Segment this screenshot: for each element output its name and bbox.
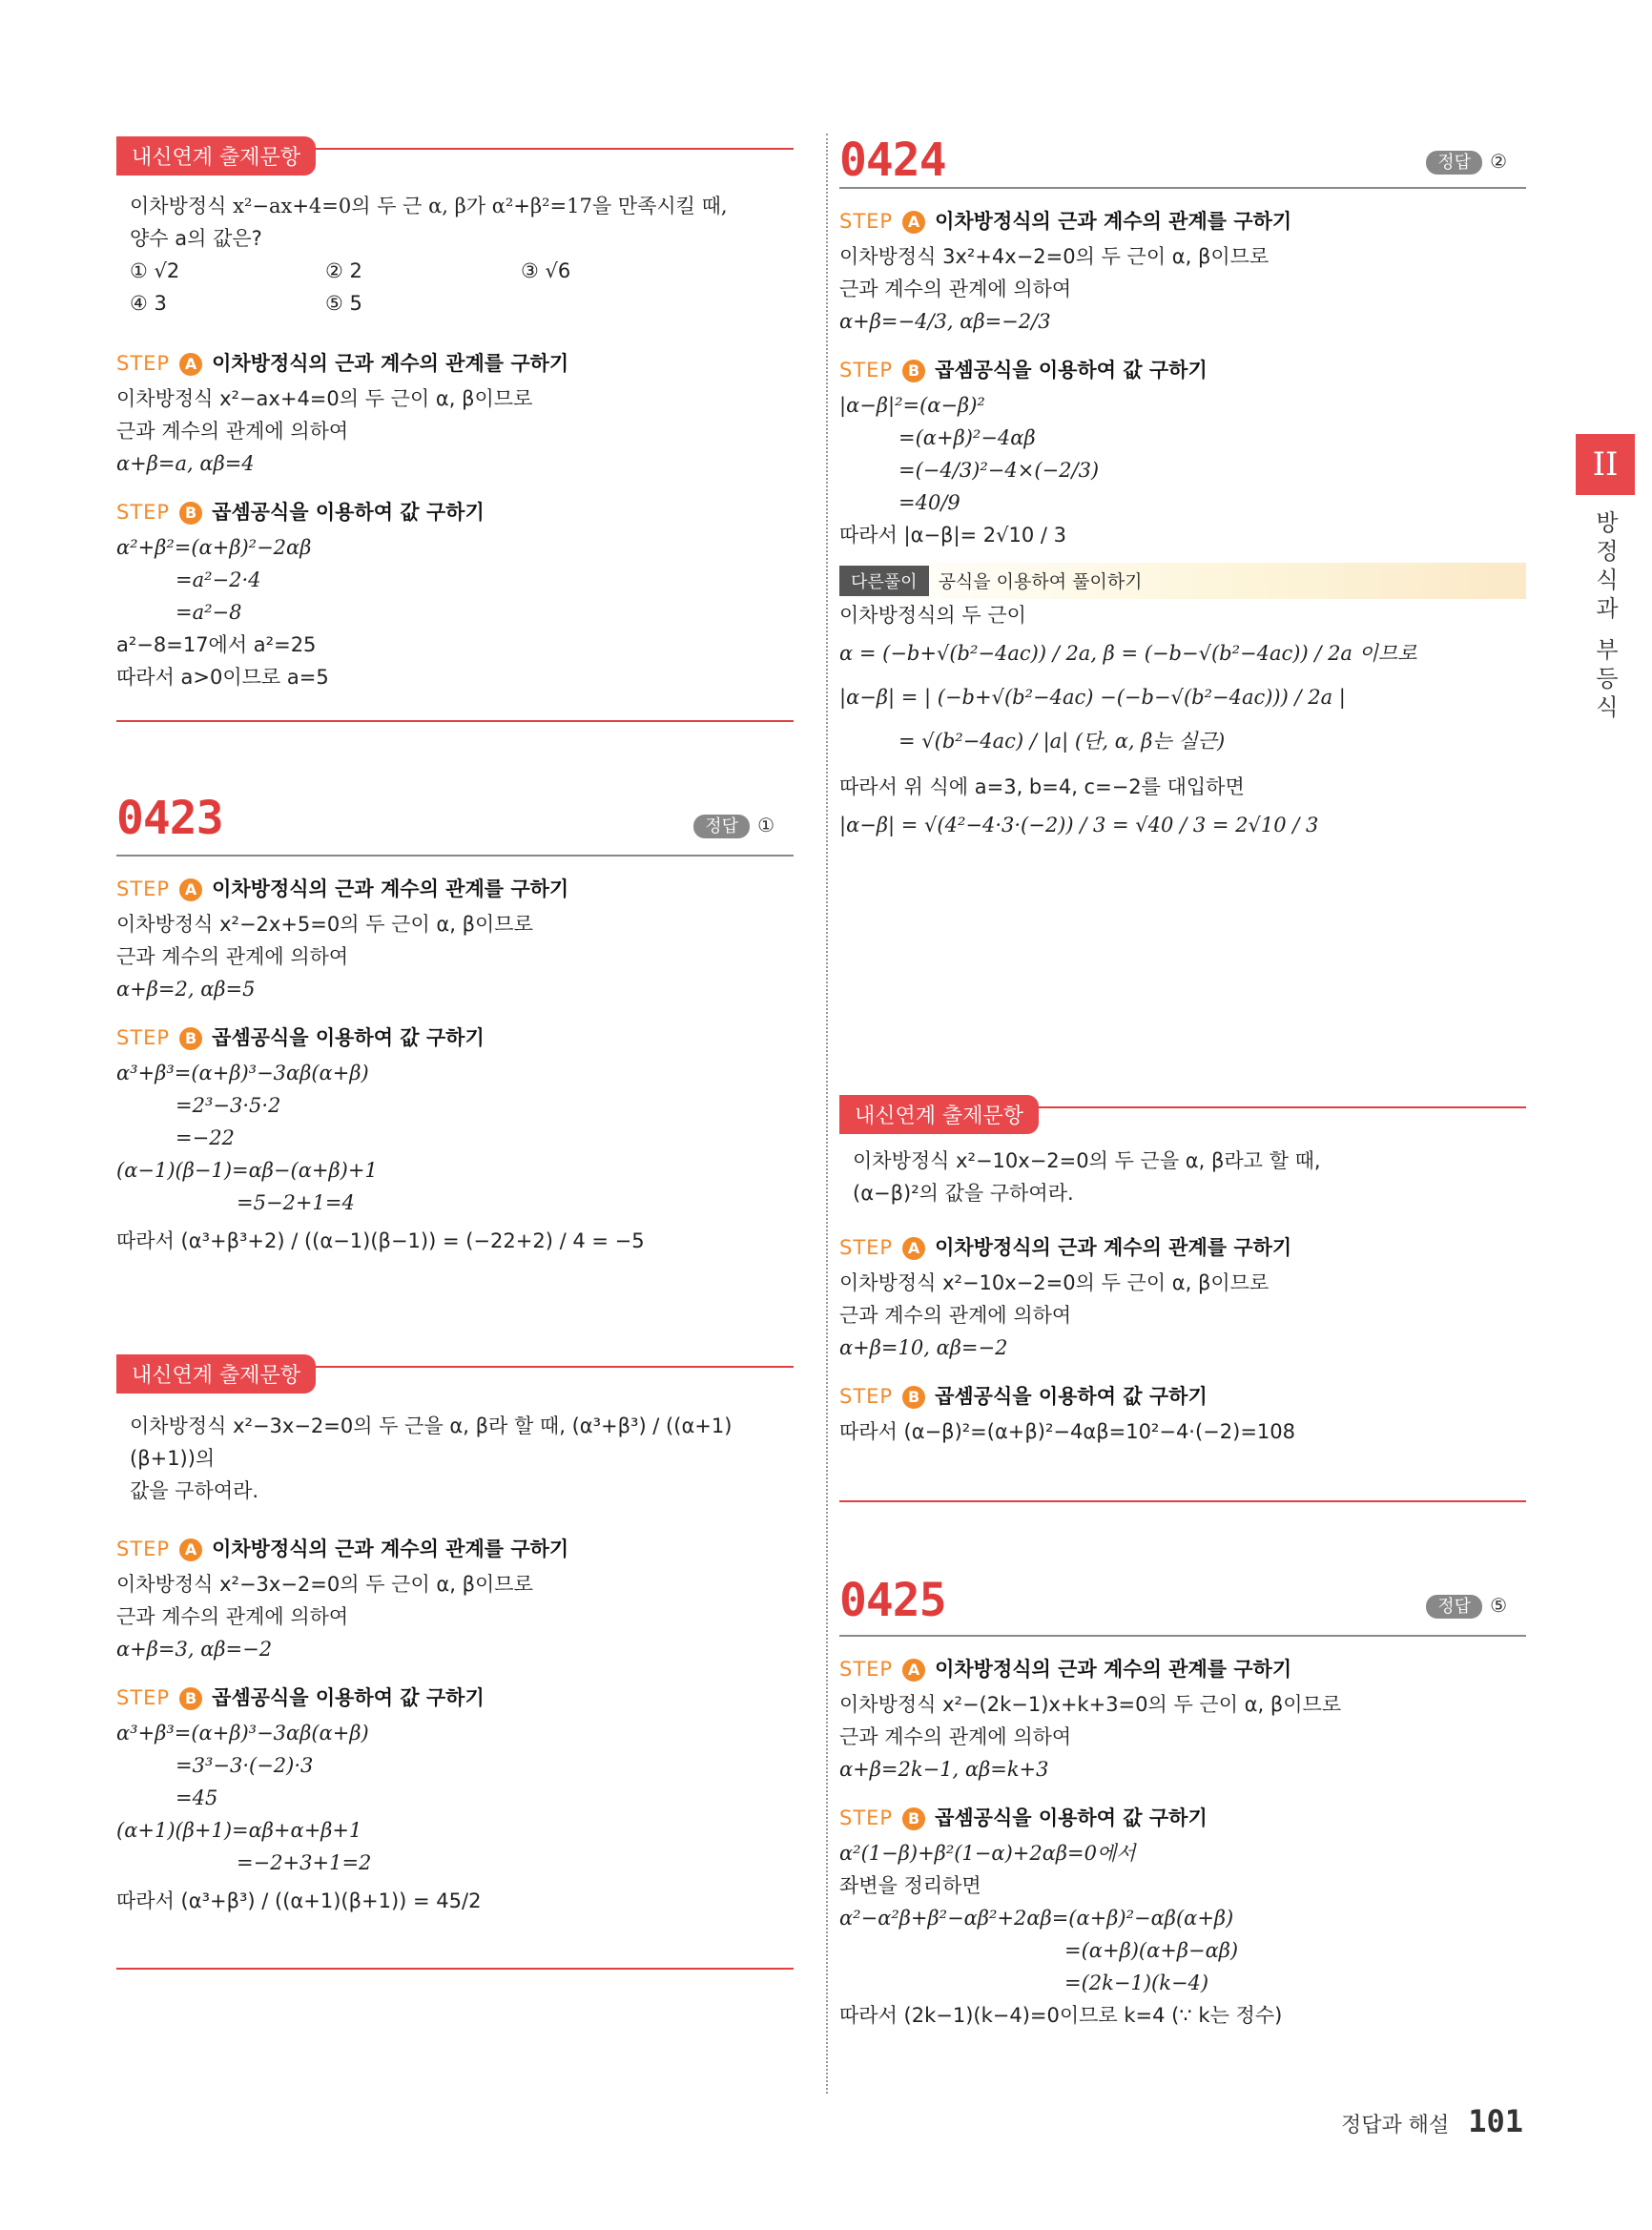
step-a-line: α+β=2k−1, αβ=k+3 xyxy=(839,1758,1049,1781)
step-b-line: 따라서 (α−β)²=(α+β)²−4αβ=10²−4·(−2)=108 xyxy=(839,1420,1296,1443)
section-end-line xyxy=(116,1968,794,1970)
step-b-line: α³+β³=(α+β)³−3αβ(α+β) xyxy=(116,1722,369,1745)
step-b-line: =a²−8 xyxy=(176,601,242,624)
step-a-heading: STEP A 이차방정식의 근과 계수의 관계를 구하기 xyxy=(116,352,569,375)
step-a-heading: STEP A 이차방정식의 근과 계수의 관계를 구하기 xyxy=(116,878,569,900)
footer-label: 정답과 해설 xyxy=(1340,2114,1450,2137)
step-a-heading: STEP A 이차방정식의 근과 계수의 관계를 구하기 xyxy=(839,1236,1292,1259)
final-answer-line: 따라서 (α³+β³) / ((α+1)(β+1)) = 45/2 xyxy=(116,1889,482,1912)
step-b-heading: STEP B 곱셈공식을 이용하여 값 구하기 xyxy=(116,1026,485,1049)
step-b-line: =2³−3·5·2 xyxy=(176,1094,281,1117)
naesin-tag: 내신연계 출제문항 xyxy=(116,136,316,176)
question-text-2: 값을 구하여라. xyxy=(130,1479,259,1502)
step-a-line: 근과 계수의 관계에 의하여 xyxy=(839,1725,1072,1748)
question-text: 이차방정식 x²−10x−2=0의 두 근을 α, β라고 할 때, xyxy=(853,1149,1321,1172)
step-a-line: α+β=−4/3, αβ=−2/3 xyxy=(839,310,1051,333)
problem-0423 xyxy=(116,792,794,1257)
alt-line: |α−β| = | (−b+√(b²−4ac) −(−b−√(b²−4ac))) / 2a | xyxy=(839,686,1346,709)
option-1: ① √2 xyxy=(130,259,180,282)
problem-number: 0425 xyxy=(839,1574,946,1627)
step-a-heading: STEP A 이차방정식의 근과 계수의 관계를 구하기 xyxy=(116,1538,569,1560)
step-b-line: (α+1)(β+1)=αβ+α+β+1 xyxy=(116,1819,362,1842)
naesin-problem-1 xyxy=(116,148,794,693)
step-a-line: 근과 계수의 관계에 의하여 xyxy=(116,420,349,443)
step-b-line: α²−α²β+β²−αβ²+2αβ=(α+β)²−αβ(α+β) xyxy=(839,1907,1234,1930)
step-b-line: 좌변을 정리하면 xyxy=(839,1874,981,1897)
step-b-line: =(−4/3)²−4×(−2/3) xyxy=(898,459,1100,482)
step-a-line: 근과 계수의 관계에 의하여 xyxy=(116,1605,349,1628)
naesin-tag: 내신연계 출제문항 xyxy=(839,1095,1039,1134)
step-b-line: =−22 xyxy=(176,1126,235,1149)
step-b-line: =(2k−1)(k−4) xyxy=(1064,1972,1209,1994)
answer-badge: 정답 ① xyxy=(693,813,774,837)
step-b-line: =(α+β)(α+β−αβ) xyxy=(1064,1939,1239,1962)
step-b-line: 따라서 (2k−1)(k−4)=0이므로 k=4 (∵ k는 정수) xyxy=(839,2004,1283,2027)
step-b-heading: STEP B 곱셈공식을 이용하여 값 구하기 xyxy=(116,501,485,524)
page-footer xyxy=(1341,2103,1523,2139)
problem-number: 0423 xyxy=(116,792,223,845)
question-text: 이차방정식 x²−3x−2=0의 두 근을 α, β라 할 때, (α³+β³) / ((α+1)(β+1))의 xyxy=(130,1414,733,1470)
question-text-2: (α−β)²의 값을 구하여라. xyxy=(853,1182,1074,1205)
alt-line: 따라서 위 식에 a=3, b=4, c=−2를 대입하면 xyxy=(839,775,1245,798)
step-b-line: =a²−2·4 xyxy=(176,568,261,591)
question-text-2: 양수 a의 값은? xyxy=(130,227,262,250)
final-answer-line: 따라서 (α³+β³+2) / ((α−1)(β−1)) = (−22+2) / 4 = −5 xyxy=(116,1229,645,1252)
step-b-line: |α−β|²=(α−β)² xyxy=(839,394,985,417)
alt-line: = √(b²−4ac) / |a| (단, α, β는 실근) xyxy=(898,730,1226,753)
step-a-line: 이차방정식 3x²+4x−2=0의 두 근이 α, β이므로 xyxy=(839,245,1270,268)
options xyxy=(116,255,794,287)
step-a-line: 근과 계수의 관계에 의하여 xyxy=(839,278,1072,300)
step-b-line: =(α+β)²−4αβ xyxy=(898,426,1036,449)
step-b-line: (α−1)(β−1)=αβ−(α+β)+1 xyxy=(116,1159,378,1182)
step-a-line: 이차방정식 x²−2x+5=0의 두 근이 α, β이므로 xyxy=(116,913,533,936)
chapter-side-tab xyxy=(1576,434,1635,724)
option-4: ④ 3 xyxy=(130,292,167,315)
alt-line: |α−β| = √(4²−4·3·(−2)) / 3 = √40 / 3 = 2√10 / 3 xyxy=(839,814,1319,836)
naesin-tag: 내신연계 출제문항 xyxy=(116,1354,316,1394)
chapter-title: 방정식과 부등식 xyxy=(1591,510,1619,724)
step-b-line: 따라서 a>0이므로 a=5 xyxy=(116,666,329,689)
question-text: 이차방정식 x²−ax+4=0의 두 근 α, β가 α²+β²=17을 만족시킬 때, xyxy=(130,195,728,217)
step-b-heading: STEP B 곱셈공식을 이용하여 값 구하기 xyxy=(839,359,1208,382)
alt-solution-header: 다른풀이 공식을 이용하여 풀이하기 xyxy=(839,563,1526,599)
step-b-heading: STEP B 곱셈공식을 이용하여 값 구하기 xyxy=(116,1686,485,1709)
naesin-problem-3 xyxy=(839,1106,1526,1448)
step-b-line: α²+β²=(α+β)²−2αβ xyxy=(116,536,312,559)
step-b-heading: STEP B 곱셈공식을 이용하여 값 구하기 xyxy=(839,1807,1208,1829)
section-end-line xyxy=(116,720,794,722)
alt-line: 이차방정식의 두 근이 xyxy=(839,604,1026,627)
answer-badge: 정답 ⑤ xyxy=(1426,1593,1507,1618)
step-a-line: 이차방정식 x²−(2k−1)x+k+3=0의 두 근이 α, β이므로 xyxy=(839,1693,1342,1716)
step-a-line: 이차방정식 x²−3x−2=0의 두 근이 α, β이므로 xyxy=(116,1573,533,1596)
step-b-line: =40/9 xyxy=(898,491,960,514)
step-b-line: α²(1−β)+β²(1−α)+2αβ=0에서 xyxy=(839,1842,1136,1865)
step-a-heading: STEP A 이차방정식의 근과 계수의 관계를 구하기 xyxy=(839,210,1292,233)
section-end-line xyxy=(839,1500,1526,1502)
step-b-line: α³+β³=(α+β)³−3αβ(α+β) xyxy=(116,1062,369,1084)
problem-0424 xyxy=(839,134,1526,847)
step-a-line: 이차방정식 x²−ax+4=0의 두 근이 α, β이므로 xyxy=(116,387,533,410)
step-a-line: 근과 계수의 관계에 의하여 xyxy=(116,945,349,968)
option-5: ⑤ 5 xyxy=(325,292,362,315)
step-a-line: α+β=10, αβ=−2 xyxy=(839,1336,1008,1359)
page-number: 101 xyxy=(1468,2103,1523,2139)
step-b-line: =3³−3·(−2)·3 xyxy=(176,1754,314,1777)
option-2: ② 2 xyxy=(325,259,362,282)
step-b-heading: STEP B 곱셈공식을 이용하여 값 구하기 xyxy=(839,1385,1208,1408)
step-b-line: =45 xyxy=(176,1786,218,1809)
step-b-line: =−2+3+1=2 xyxy=(237,1851,372,1874)
chapter-number: II xyxy=(1576,434,1635,495)
step-b-line: a²−8=17에서 a²=25 xyxy=(116,633,317,656)
alt-line: α = (−b+√(b²−4ac)) / 2a, β = (−b−√(b²−4ac)) / 2a 이므로 xyxy=(839,642,1417,665)
step-a-heading: STEP A 이차방정식의 근과 계수의 관계를 구하기 xyxy=(839,1658,1292,1681)
column-divider xyxy=(826,134,828,2094)
step-a-line: α+β=2, αβ=5 xyxy=(116,978,256,1001)
step-b-line: =5−2+1=4 xyxy=(237,1191,355,1214)
step-a-line: 이차방정식 x²−10x−2=0의 두 근이 α, β이므로 xyxy=(839,1271,1270,1294)
option-3: ③ √6 xyxy=(521,259,571,282)
step-a-line: α+β=a, αβ=4 xyxy=(116,452,255,475)
step-b-line: 따라서 |α−β|= 2√10 / 3 xyxy=(839,524,1067,547)
step-a-line: 근과 계수의 관계에 의하여 xyxy=(839,1304,1072,1327)
step-a-line: α+β=3, αβ=−2 xyxy=(116,1638,273,1661)
naesin-problem-2 xyxy=(116,1366,794,1917)
problem-number: 0424 xyxy=(839,134,946,187)
answer-badge: 정답 ② xyxy=(1426,149,1507,174)
problem-0425 xyxy=(839,1574,1526,2032)
